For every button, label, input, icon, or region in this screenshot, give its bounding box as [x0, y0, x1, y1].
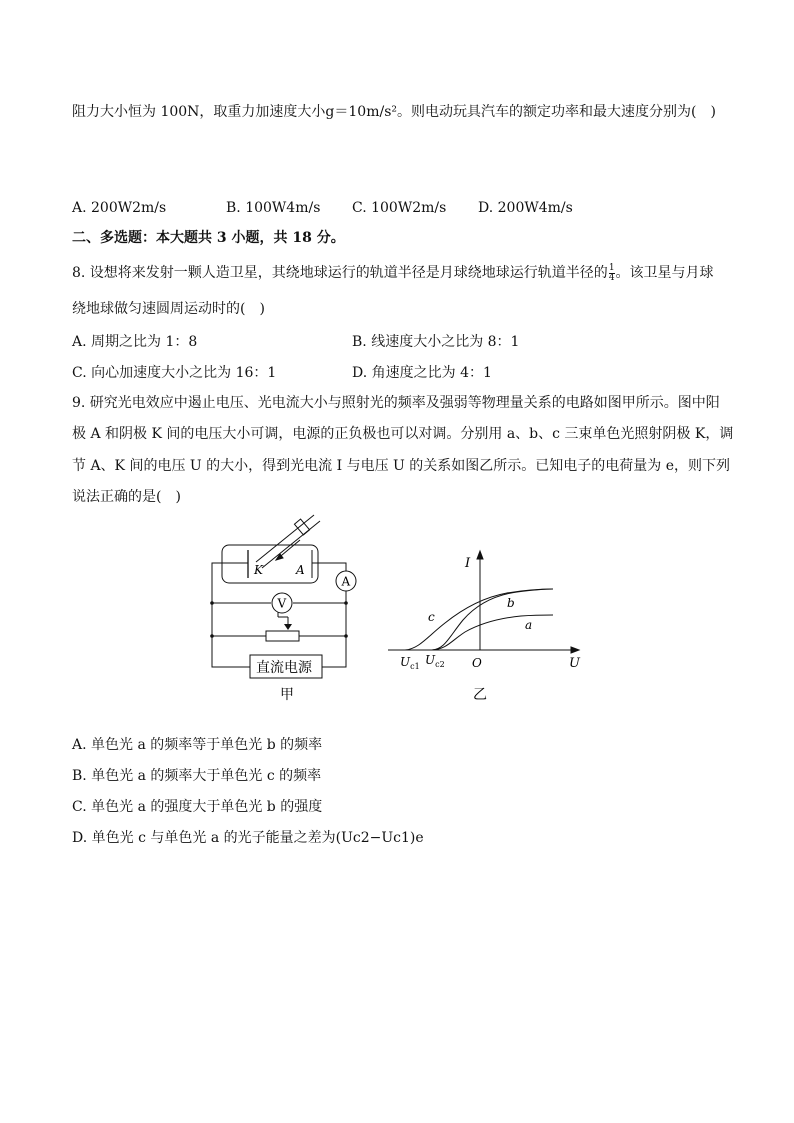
curve-label-a: a	[525, 618, 533, 632]
origin-label: O	[472, 656, 482, 670]
junction-dot-4	[344, 634, 348, 638]
label-A: A	[296, 563, 305, 577]
label-uc2-main: U	[425, 653, 436, 667]
curve-a	[432, 615, 553, 650]
q8-option-c[interactable]: C. 向心加速度大小之比为 16：1	[72, 365, 277, 381]
q9-option-b[interactable]: B. 单色光 a 的频率大于单色光 c 的频率	[72, 768, 322, 784]
q8-frac-den: 4	[608, 272, 615, 283]
q9-stem-line2: 极 A 和阴极 K 间的电压大小可调，电源的正负极也可以对调。分别用 a、b、c 三束单色光照射阴极 K，调	[72, 426, 734, 442]
rheostat	[266, 631, 299, 641]
q7-option-b[interactable]: B. 100W4m/s	[226, 200, 321, 216]
q8-option-d[interactable]: D. 角速度之比为 4：1	[352, 365, 492, 381]
figure-caption-jia: 甲	[280, 687, 294, 703]
q7-option-a[interactable]: A. 200W2m/s	[72, 200, 167, 216]
voltmeter-label: V	[277, 596, 287, 611]
curve-label-c: c	[428, 610, 435, 624]
label-uc2-sub: c2	[435, 660, 445, 669]
q8-frac-num: 1	[608, 262, 615, 273]
power-supply-label: 直流电源	[256, 660, 312, 676]
q7-stem: 阻力大小恒为 100N，取重力加速度大小g＝10m/s²。则电动玩具汽车的额定功率和最大速度分别为( )	[72, 104, 716, 120]
q7-option-d[interactable]: D. 200W4m/s	[478, 200, 573, 216]
q7-option-c[interactable]: C. 100W2m/s	[352, 200, 447, 216]
ammeter-label: A	[341, 574, 351, 589]
label-uc1-main: U	[400, 655, 411, 669]
q8-option-a[interactable]: A. 周期之比为 1：8	[72, 334, 198, 350]
q8-stem-pre: 8. 设想将来发射一颗人造卫星，其绕地球运行的轨道半径是月球绕地球运行轨道半径的	[72, 265, 608, 281]
axis-label-I: I	[465, 556, 471, 571]
q9-stem-line4: 说法正确的是( )	[72, 489, 181, 505]
q9-option-c[interactable]: C. 单色光 a 的强度大于单色光 b 的强度	[72, 799, 323, 815]
q8-option-b[interactable]: B. 线速度大小之比为 8：1	[352, 334, 520, 350]
q8-stem-line1	[72, 263, 714, 283]
label-uc1-sub: c1	[410, 662, 420, 671]
q8-stem-post: 。该卫星与月球	[615, 265, 714, 281]
label-uc2	[425, 653, 445, 669]
q9-option-d[interactable]: D. 单色光 c 与单色光 a 的光子能量之差为(Uc2−Uc1)e	[72, 830, 424, 846]
junction-dot-3	[210, 634, 214, 638]
section-title: 二、多选题：本大题共 3 小题，共 18 分。	[72, 230, 345, 246]
label-K: K	[254, 563, 263, 577]
q9-stem-line3: 节 A、K 间的电压 U 的大小，得到光电流 I 与电压 U 的关系如图乙所示。已知电子的电荷量为 e，则下列	[72, 458, 731, 474]
q8-stem-line2: 绕地球做匀速圆周运动时的( )	[72, 301, 265, 317]
circuit-wires	[212, 563, 346, 667]
light-beam-icon	[256, 515, 320, 568]
figure-caption-yi: 乙	[473, 687, 487, 703]
q9-stem-line1: 9. 研究光电效应中遏止电压、光电流大小与照射光的频率及强弱等物理量关系的电路如图甲所示。图中阳	[72, 395, 720, 411]
junction-dot-1	[210, 601, 214, 605]
curve-label-b: b	[507, 596, 515, 610]
rheostat-slider-arrow	[284, 624, 292, 630]
graph-axes	[388, 551, 579, 653]
junction-dot-2	[344, 601, 348, 605]
q8-fraction	[609, 264, 615, 283]
label-uc1	[400, 655, 420, 671]
axis-label-U: U	[569, 656, 580, 671]
q9-option-a[interactable]: A. 单色光 a 的频率等于单色光 b 的频率	[72, 737, 323, 753]
iu-graph	[385, 545, 585, 705]
circuit-diagram	[200, 510, 375, 705]
